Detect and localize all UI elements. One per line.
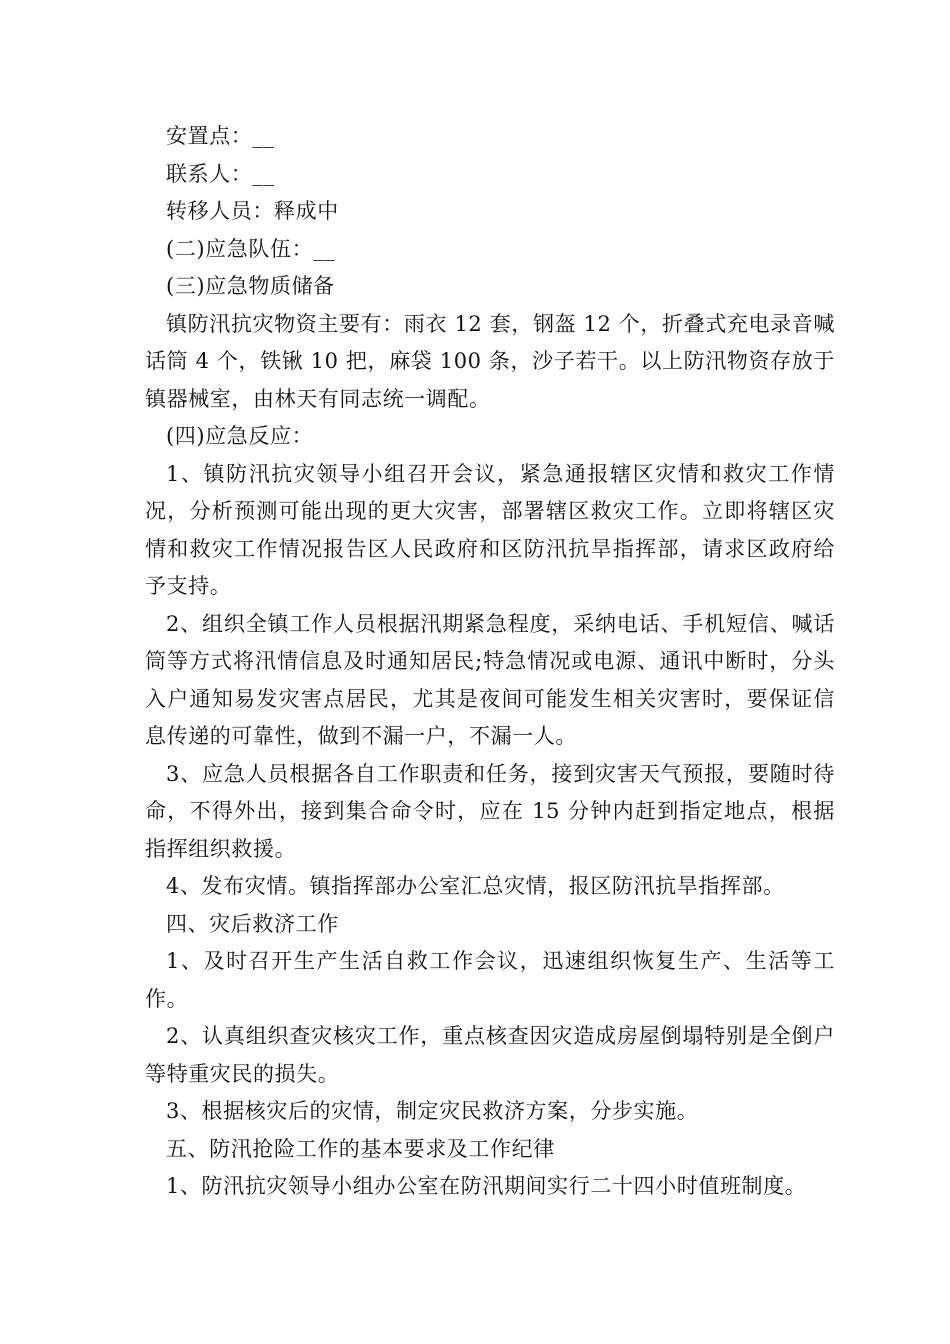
paragraph-relief-1: 1、及时召开生产生活自救工作会议，迅速组织恢复生产、生活等工作。	[145, 949, 835, 1011]
paragraph-response-2: 2、组织全镇工作人员根据汛期紧急程度，采纳电话、手机短信、喊话筒等方式将汛情信息及时通知居民;特急情况或电源、通讯中断时，分头入户通知易发灾害点居民，尤其是夜间可能发生相关灾害时，要保证信息传递的可靠性，做到不漏一户，不漏一人。	[145, 611, 835, 748]
paragraph-evacuees: 转移人员：释成中	[166, 199, 339, 223]
paragraph-contact: 联系人：__	[166, 161, 275, 186]
paragraph-supplies-heading: (三)应急物质储备	[166, 274, 335, 298]
section-heading-relief: 四、灾后救济工作	[166, 911, 339, 936]
paragraph-shelter: 安置点：__	[166, 124, 275, 148]
paragraph-relief-2: 2、认真组织查灾核灾工作，重点核查因灾造成房屋倒塌特别是全倒户等特重灾民的损失。	[145, 1024, 835, 1086]
paragraph-response-3: 3、应急人员根据各自工作职责和任务，接到灾害天气预报，要随时待命，不得外出，接到集合命令时，应在 15 分钟内赶到指定地点，根据指挥组织救援。	[145, 761, 835, 861]
section-heading-discipline: 五、防汛抢险工作的基本要求及工作纪律	[166, 1136, 555, 1161]
paragraph-response-heading: (四)应急反应：	[166, 424, 314, 448]
paragraph-response-1: 1、镇防汛抗灾领导小组召开会议，紧急通报辖区灾情和救灾工作情况，分析预测可能出现的更大灾害，部署辖区救灾工作。立即将辖区灾情和救灾工作情况报告区人民政府和区防汛抗旱指挥部，请求区政府给予支持。	[145, 461, 835, 598]
paragraph-relief-3: 3、根据核灾后的灾情，制定灾民救济方案，分步实施。	[166, 1099, 699, 1123]
document-body	[145, 118, 835, 1206]
paragraph-supplies: 镇防汛抗灾物资主要有：雨衣 12 套，钢盔 12 个，折叠式充电录音喊话筒 4 个，铁锹 10 把，麻袋 100 条，沙子若干。以上防汛物资存放于镇器械室，由林天有同志统一调配。	[145, 311, 835, 411]
paragraph-emergency-team: (二)应急队伍：__	[166, 236, 336, 261]
paragraph-discipline-1: 1、防汛抗灾领导小组办公室在防汛期间实行二十四小时值班制度。	[166, 1174, 807, 1198]
paragraph-response-4: 4、发布灾情。镇指挥部办公室汇总灾情，报区防汛抗旱指挥部。	[166, 874, 785, 898]
